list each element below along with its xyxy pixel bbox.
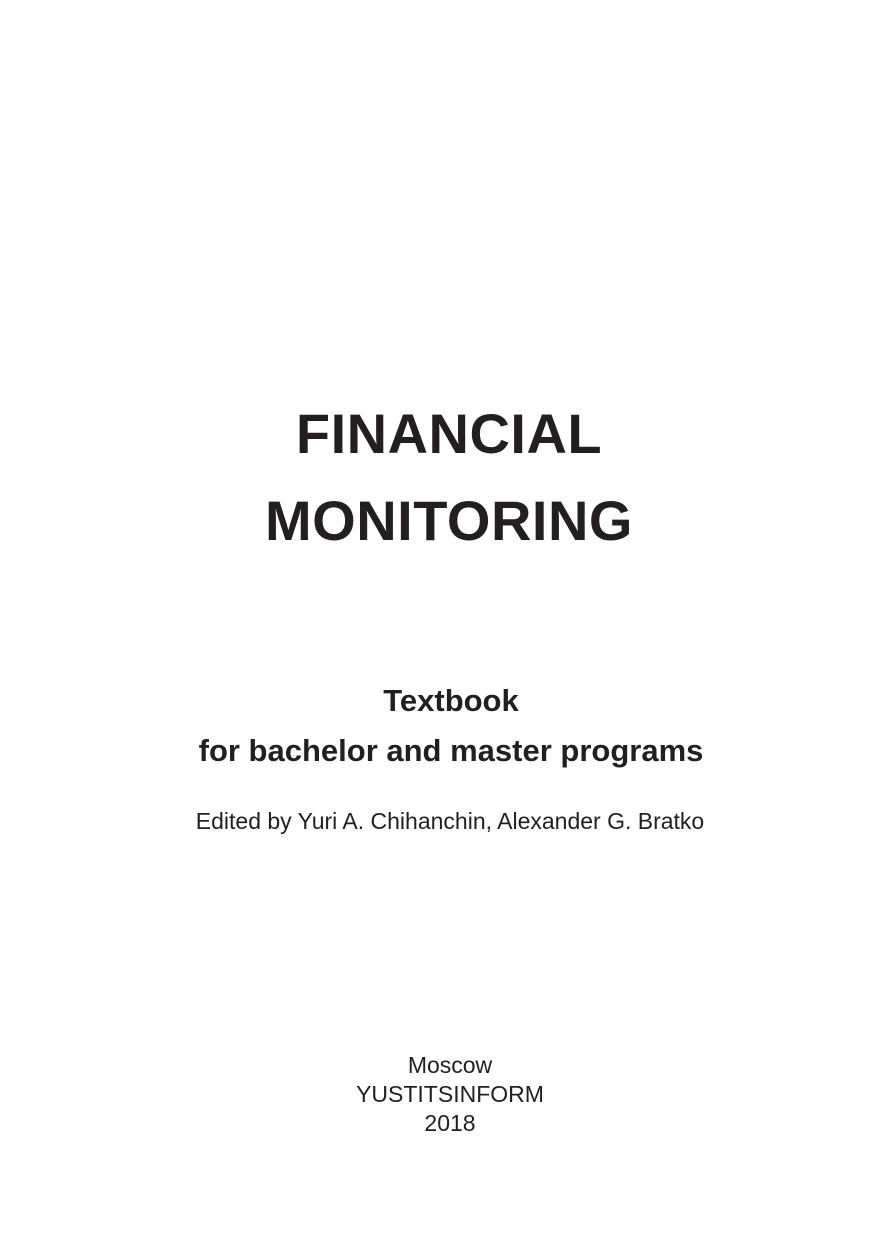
imprint-city: Moscow xyxy=(407,1052,493,1078)
editors-credit: Edited by Yuri A. Chihanchin, Alexander G. Bratko xyxy=(195,808,705,834)
book-title-line-1: FINANCIAL xyxy=(295,402,603,465)
book-audience: for bachelor and master programs xyxy=(198,733,704,768)
book-title-line-2: MONITORING xyxy=(265,489,633,552)
book-type: Textbook xyxy=(383,683,519,718)
imprint-publisher: YUSTITSINFORM xyxy=(356,1081,544,1107)
imprint-year: 2018 xyxy=(424,1110,476,1136)
